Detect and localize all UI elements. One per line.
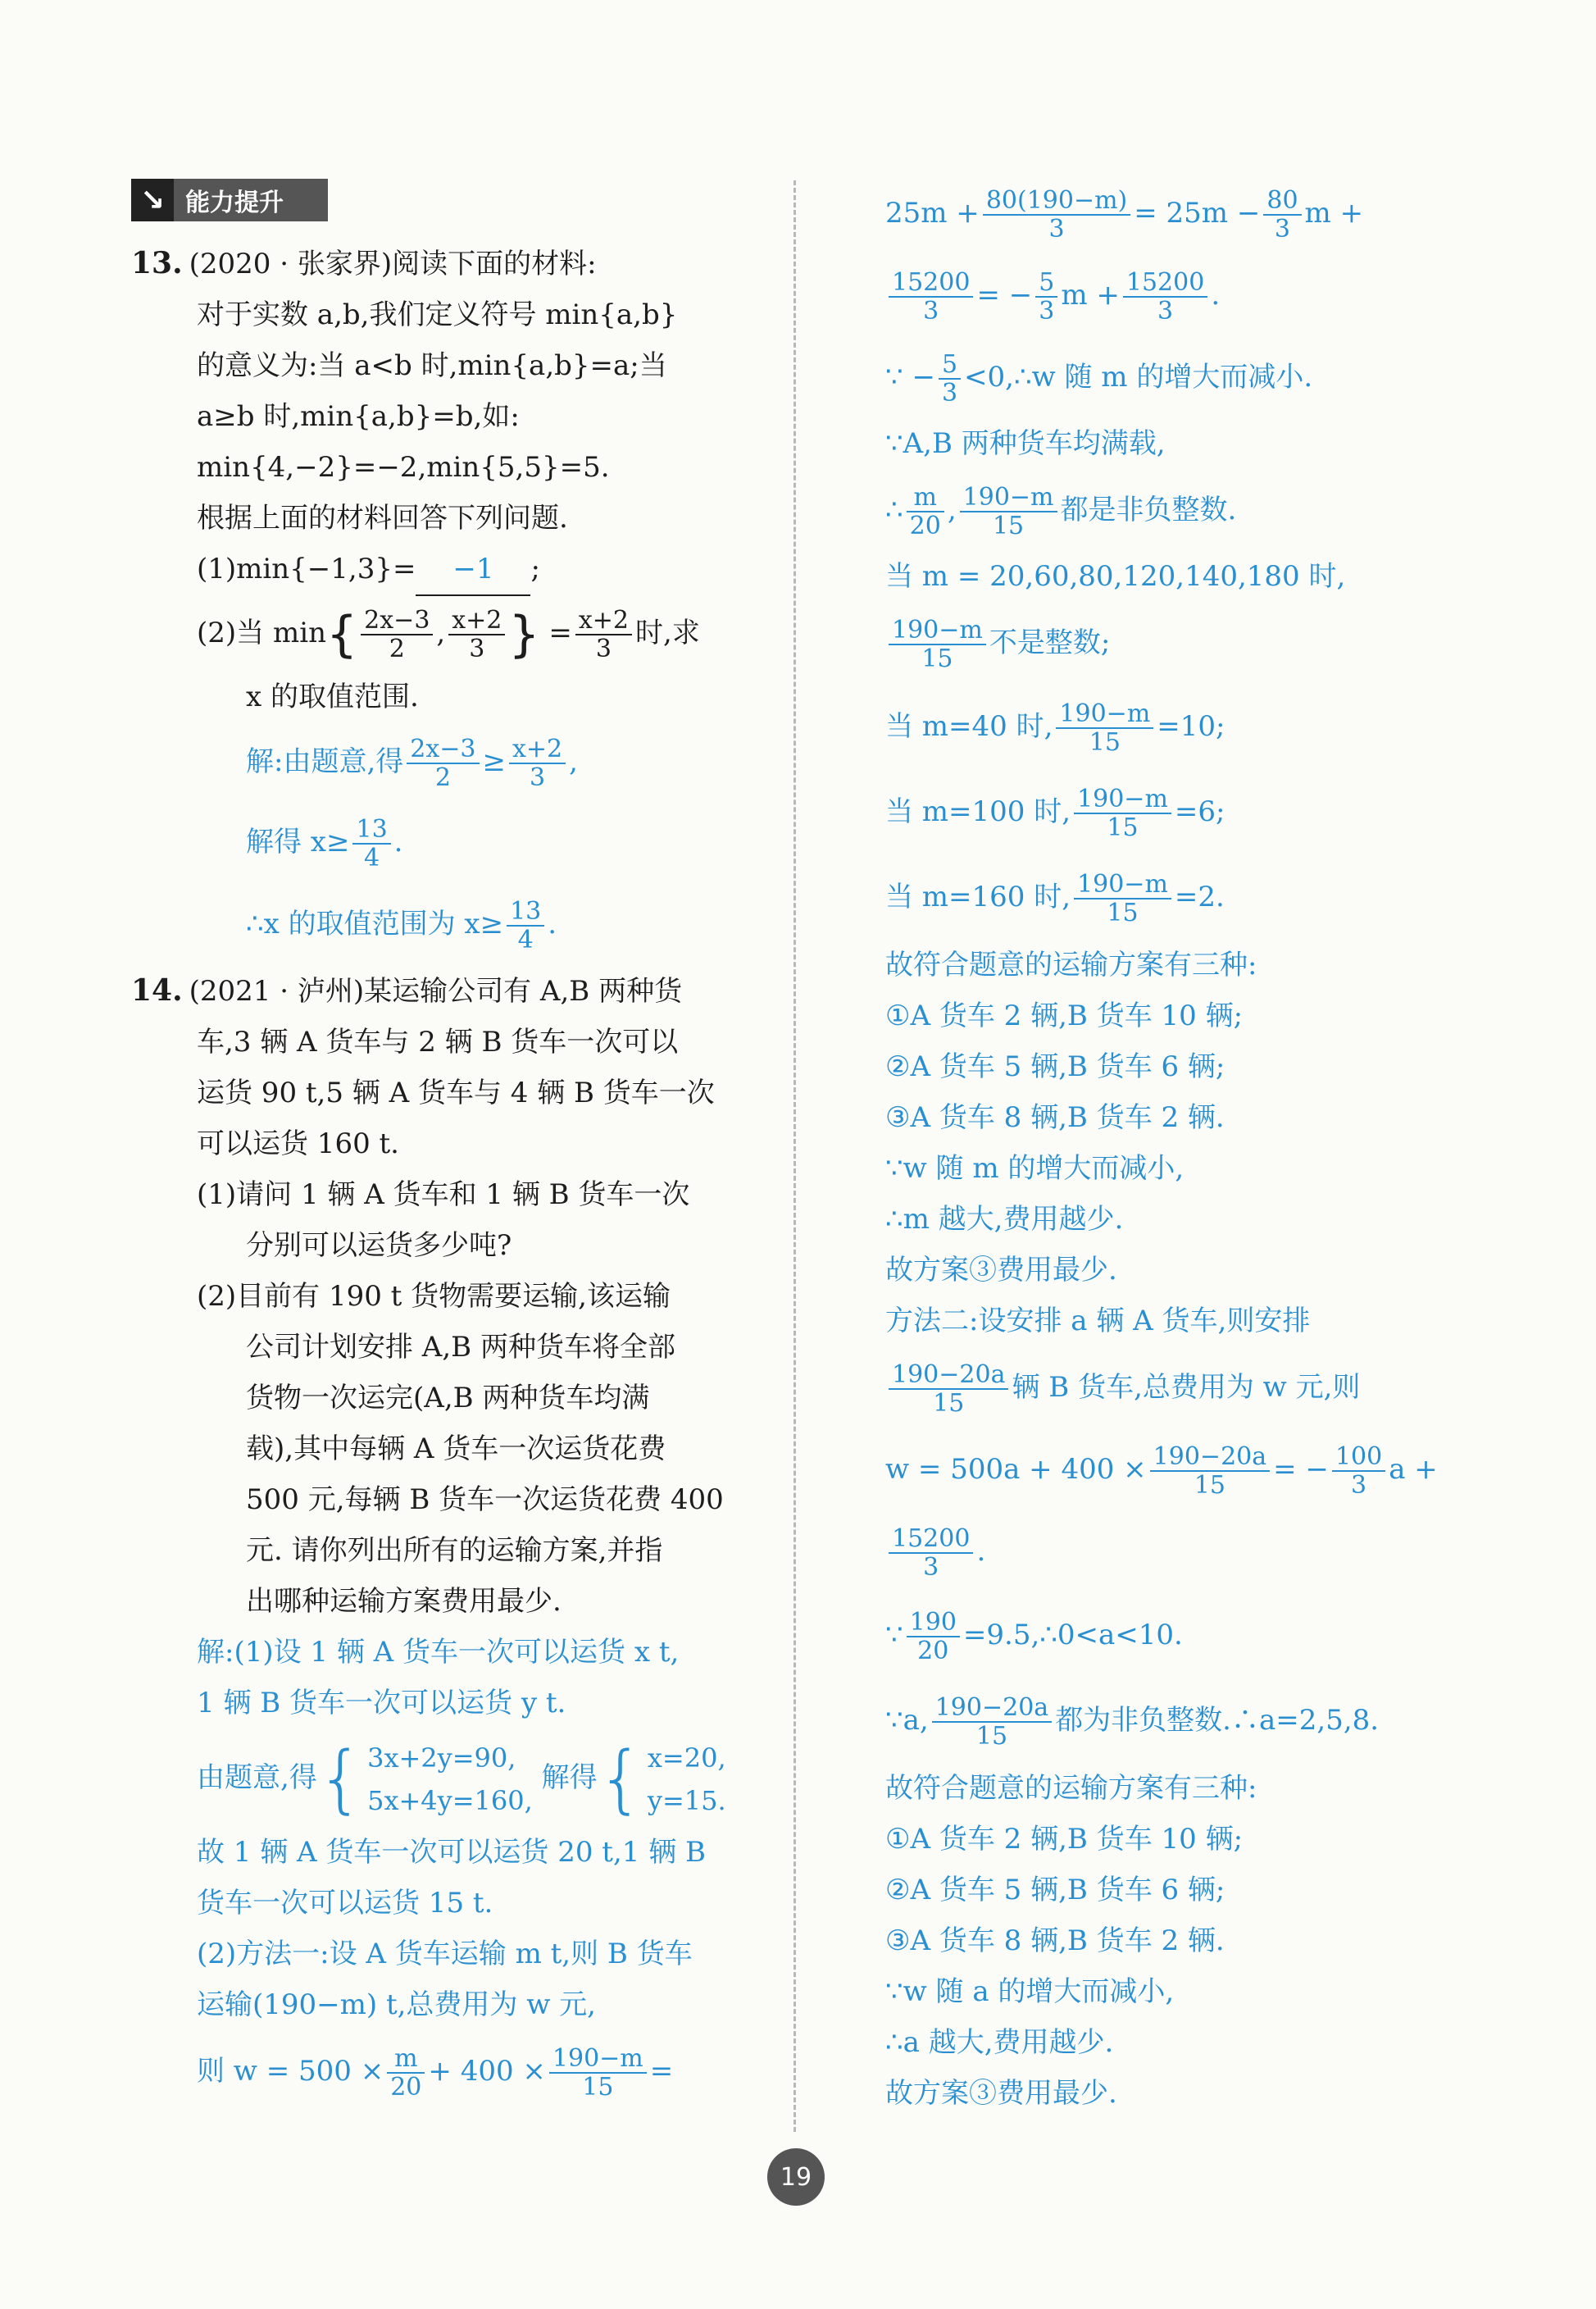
arrow-down-right-icon: ↘ bbox=[131, 179, 174, 221]
question-2-cont: 500 元,每辆 B 货车一次运货花费 400 bbox=[246, 1483, 724, 1516]
right-column bbox=[885, 172, 1476, 2119]
problem-text: (2021 · 泸州)某运输公司有 A,B 两种货 bbox=[189, 975, 683, 1008]
problem-text: 的意义为:当 a<b 时,min{a,b}=a;当 bbox=[197, 349, 667, 382]
solution-line: ∴ $\frac{m}{20}$ , $\frac{190-m}{15}$ 都是非负整数. bbox=[885, 483, 1237, 540]
answer-blank: −1 bbox=[416, 544, 530, 596]
solution-line: w = 500a + 400 × $\frac{190-20a}{15}$ = − $\frac{100}{3}$ a + bbox=[885, 1442, 1438, 1500]
solution-line: ∵ $\frac{190}{20}$ =9.5,∴0<a<10. bbox=[885, 1608, 1183, 1665]
problem-text: a≥b 时,min{a,b}=b,如: bbox=[197, 400, 520, 433]
solution-line: 解得 x≥ $\frac{13}{4}$ . bbox=[246, 815, 403, 872]
problem-text: 根据上面的材料回答下列问题. bbox=[197, 502, 568, 535]
question-2-cont: x 的取值范围. bbox=[246, 681, 419, 713]
problem-text: 车,3 辆 A 货车与 2 辆 B 货车一次可以 bbox=[197, 1026, 679, 1059]
solution-line: 解:(1)设 1 辆 A 货车一次可以运货 x t, bbox=[197, 1636, 680, 1669]
solution-line: $\frac{15200}{3}$ . bbox=[885, 1510, 1476, 1592]
solution-line: ①A 货车 2 辆,B 货车 10 辆; bbox=[885, 1823, 1244, 1856]
solution-line: 方法二:设安排 a 辆 A 货车,则安排 bbox=[885, 1305, 1311, 1337]
left-column bbox=[131, 238, 771, 2112]
solution-line: 当 m=100 时, $\frac{190-m}{15}$ =6; bbox=[885, 785, 1225, 842]
solution-line: $\frac{190-20a}{15}$ 辆 B 货车,总费用为 w 元,则 bbox=[885, 1346, 1476, 1428]
problem-13 bbox=[131, 238, 771, 965]
solution-line: ∵w 随 a 的增大而减小, bbox=[885, 1975, 1175, 2008]
problem-text: min{4,−2}=−2,min{5,5}=5. bbox=[197, 451, 610, 484]
solution-line: 运输(190−m) t,总费用为 w 元, bbox=[197, 1988, 596, 2021]
problem-text: 运货 90 t,5 辆 A 货车与 4 辆 B 货车一次 bbox=[197, 1077, 715, 1109]
solution-line: ②A 货车 5 辆,B 货车 6 辆; bbox=[885, 1874, 1225, 1906]
solution-line: 故 1 辆 A 货车一次可以运货 20 t,1 辆 B bbox=[197, 1836, 706, 1869]
solution-line: 当 m=40 时, $\frac{190-m}{15}$ =10; bbox=[885, 699, 1225, 757]
problem-text: 对于实数 a,b,我们定义符号 min{a,b} bbox=[197, 298, 678, 331]
question-2: (2)当 min{ $\frac{2x-3}{2}$ , $\frac{x+2}{3}$ } = $\frac{x+2}{3}$ 时,求 bbox=[197, 606, 700, 663]
question-2-cont: 载),其中每辆 A 货车一次运货花费 bbox=[246, 1432, 666, 1465]
solution-line: 故方案③费用最少. bbox=[885, 1254, 1117, 1287]
solution-line: 货车一次可以运货 15 t. bbox=[197, 1887, 493, 1920]
section-title: 能力提升 bbox=[185, 189, 284, 217]
solution-line: $\frac{190-m}{15}$ 不是整数; bbox=[885, 602, 1476, 684]
solution-line: ∴a 越大,费用越少. bbox=[885, 2026, 1114, 2059]
question-2: (2)目前有 190 t 货物需要运输,该运输 bbox=[197, 1280, 671, 1313]
question-1-cont: 分别可以运货多少吨? bbox=[246, 1229, 512, 1262]
problem-number: 13. bbox=[131, 246, 183, 280]
solution-line: ∵w 随 m 的增大而减小, bbox=[885, 1152, 1184, 1185]
solution-line: ③A 货车 8 辆,B 货车 2 辆. bbox=[885, 1101, 1225, 1134]
solution-line: $\frac{15200}{3}$ = − $\frac{5}{3}$ m + $\frac{15200}{3}$ . bbox=[885, 254, 1476, 336]
solution-line: 1 辆 B 货车一次可以运货 y t. bbox=[197, 1687, 566, 1719]
solution-line: ∴x 的取值范围为 x≥ $\frac{13}{4}$ . bbox=[246, 897, 557, 954]
solution-line: ②A 货车 5 辆,B 货车 6 辆; bbox=[885, 1050, 1225, 1083]
solution-line: ①A 货车 2 辆,B 货车 10 辆; bbox=[885, 1000, 1244, 1032]
solution-line: ∵a, $\frac{190-20a}{15}$ 都为非负整数.∴a=2,5,8. bbox=[885, 1693, 1380, 1751]
question-1: (1)请问 1 辆 A 货车和 1 辆 B 货车一次 bbox=[197, 1178, 690, 1211]
column-divider bbox=[793, 180, 796, 2132]
problem-14 bbox=[131, 965, 771, 2112]
solution-line: 则 w = 500 × $\frac{m}{20}$ + 400 × $\frac{190-m}{15}$ = bbox=[197, 2044, 674, 2102]
solution-line: ∴m 越大,费用越少. bbox=[885, 1203, 1124, 1236]
solution-line: ∵ − $\frac{5}{3}$ <0,∴w 随 m 的增大而减小. bbox=[885, 350, 1313, 408]
solution-line: ③A 货车 8 辆,B 货车 2 辆. bbox=[885, 1924, 1225, 1957]
problem-text: (2020 · 张家界)阅读下面的材料: bbox=[189, 248, 597, 280]
page-number: 19 bbox=[767, 2148, 825, 2206]
solution-line: 故符合题意的运输方案有三种: bbox=[885, 949, 1257, 981]
solution-line: 解:由题意,得 $\frac{2x-3}{2}$ ≥ $\frac{x+2}{3}$ , bbox=[246, 735, 578, 792]
solution-line: 故方案③费用最少. bbox=[885, 2077, 1117, 2110]
section-header bbox=[131, 179, 328, 221]
solution-line: 25m + $\frac{80(190-m)}{3}$ = 25m − $\frac{80}{3}$ m + bbox=[885, 186, 1364, 244]
problem-text: 可以运货 160 t. bbox=[197, 1127, 399, 1160]
question-2-cont: 货物一次运完(A,B 两种货车均满 bbox=[246, 1382, 650, 1414]
problem-number: 14. bbox=[131, 973, 183, 1008]
equation-system: 由题意,得 { 3x+2y=90, 5x+4y=160, 解得 { x=20, y=15. bbox=[197, 1736, 726, 1822]
solution-line: ∵A,B 两种货车均满载, bbox=[885, 427, 1166, 460]
question-2-cont: 公司计划安排 A,B 两种货车将全部 bbox=[246, 1331, 675, 1364]
question-1: (1)min{−1,3}= −1 ; bbox=[131, 544, 771, 596]
solution-line: 故符合题意的运输方案有三种: bbox=[885, 1772, 1257, 1805]
question-2-cont: 出哪种运输方案费用最少. bbox=[246, 1585, 562, 1618]
solution-line: (2)方法一:设 A 货车运输 m t,则 B 货车 bbox=[197, 1938, 693, 1970]
solution-line: 当 m=160 时, $\frac{190-m}{15}$ =2. bbox=[885, 870, 1225, 927]
question-2-cont: 元. 请你列出所有的运输方案,并指 bbox=[246, 1534, 663, 1567]
solution-line: 当 m = 20,60,80,120,140,180 时, bbox=[885, 560, 1346, 593]
